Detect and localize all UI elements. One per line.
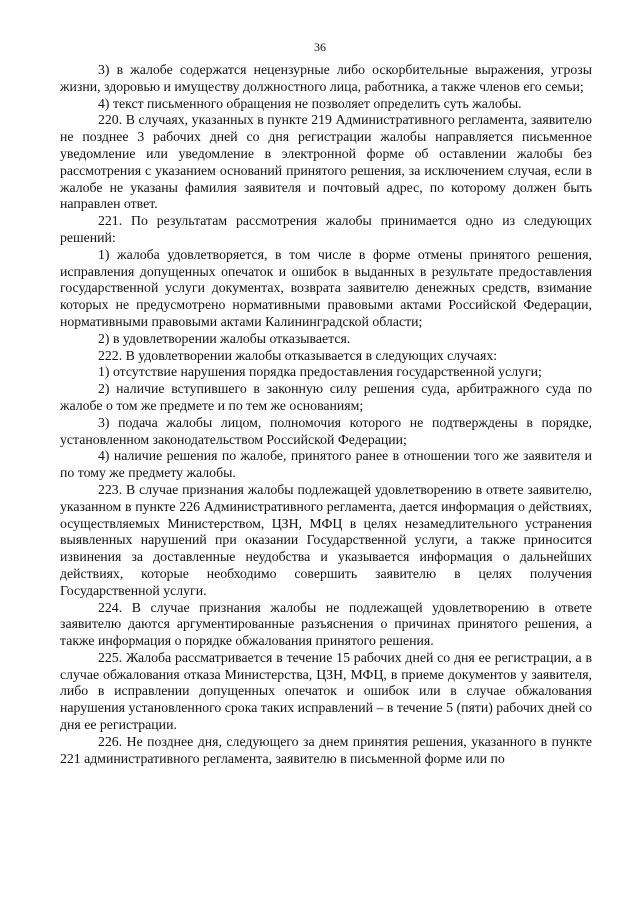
page-number: 36	[314, 40, 326, 54]
paragraph-222-item-4: 4) наличие решения по жалобе, принятого ранее в отношении того же заявителя и по тому же предмету жалобы.	[60, 448, 592, 481]
paragraph-220: 220. В случаях, указанных в пункте 219 Административного регламента, заявителю не позднее 3 рабочих дней со дня регистрации жалобы направляется письменное уведомление или уведомление в электронной форме об оставлении жалобы без рассмотрения с указанием оснований принятого решения, за исключением случая, если в жалобе не указаны фамилия заявителя и почтовый адрес, по которому должен быть направлен ответ.	[60, 112, 592, 212]
paragraph-221-item-2: 2) в удовлетворении жалобы отказывается.	[98, 330, 351, 346]
paragraph-226: 226. Не позднее дня, следующего за днем принятия решения, указанного в пункте 221 административного регламента, заявителю в письменной форме или по	[60, 733, 592, 766]
paragraph-221-item-1: 1) жалоба удовлетворяется, в том числе в форме отмены принятого решения, исправления допущенных опечаток и ошибок в выданных в результате предоставления государственной услуги документах, возврата заявителю денежных средств, взимание которых не предусмотрено нормативными правовыми актами Российской Федерации, нормативными правовыми актами Калининградской области;	[60, 246, 592, 329]
paragraph-item-3-indecent-language: 3) в жалобе содержатся нецензурные либо оскорбительные выражения, угрозы жизни, здоровью и имуществу должностного лица, работника, а также членов его семьи;	[60, 62, 592, 94]
paragraph-225: 225. Жалоба рассматривается в течение 15 рабочих дней со дня ее регистрации, а в случае обжалования отказа Министерства, ЦЗН, МФЦ, в приеме документов у заявителя, либо в исправлении допущенных опечаток и ошибок или в случае обжалования нарушения установленного срока таких исправлений – в течение 5 (пяти) рабочих дней со дня ее регистрации.	[60, 649, 592, 733]
document-body	[60, 62, 592, 767]
paragraph-221: 221. По результатам рассмотрения жалобы принимается одно из следующих решений:	[60, 213, 592, 245]
paragraph-item-4-undefined-essence: 4) текст письменного обращения не позволяет определить суть жалобы.	[98, 95, 522, 111]
paragraph-222-item-1: 1) отсутствие нарушения порядка предоставления государственной услуги;	[98, 364, 542, 380]
paragraph-222: 222. В удовлетворении жалобы отказывается в следующих случаях:	[98, 347, 498, 363]
paragraph-223: 223. В случае признания жалобы подлежащей удовлетворению в ответе заявителю, указанном в пункте 226 Административного регламента, дается информация о действиях, осуществляемых Министерством, ЦЗН, МФЦ в целях незамедлительного устранения выявленных нарушений при оказании Государственной услуги, а также приносится извинения за доставленные неудобства и указывается информация о дальнейших действиях, которые необходимо совершить заявителю в целях получения Государственной услуги.	[60, 481, 592, 598]
paragraph-222-item-2: 2) наличие вступившего в законную силу решения суда, арбитражного суда по жалобе о том же предмете и по тем же основаниям;	[60, 381, 592, 413]
paragraph-224: 224. В случае признания жалобы не подлежащей удовлетворению в ответе заявителю даются аргументированные разъяснения о причинах принятого решения, а также информация о порядке обжалования принятого решения.	[60, 599, 592, 649]
paragraph-222-item-3: 3) подача жалобы лицом, полномочия которого не подтверждены в порядке, установленном законодательством Российской Федерации;	[60, 414, 592, 447]
